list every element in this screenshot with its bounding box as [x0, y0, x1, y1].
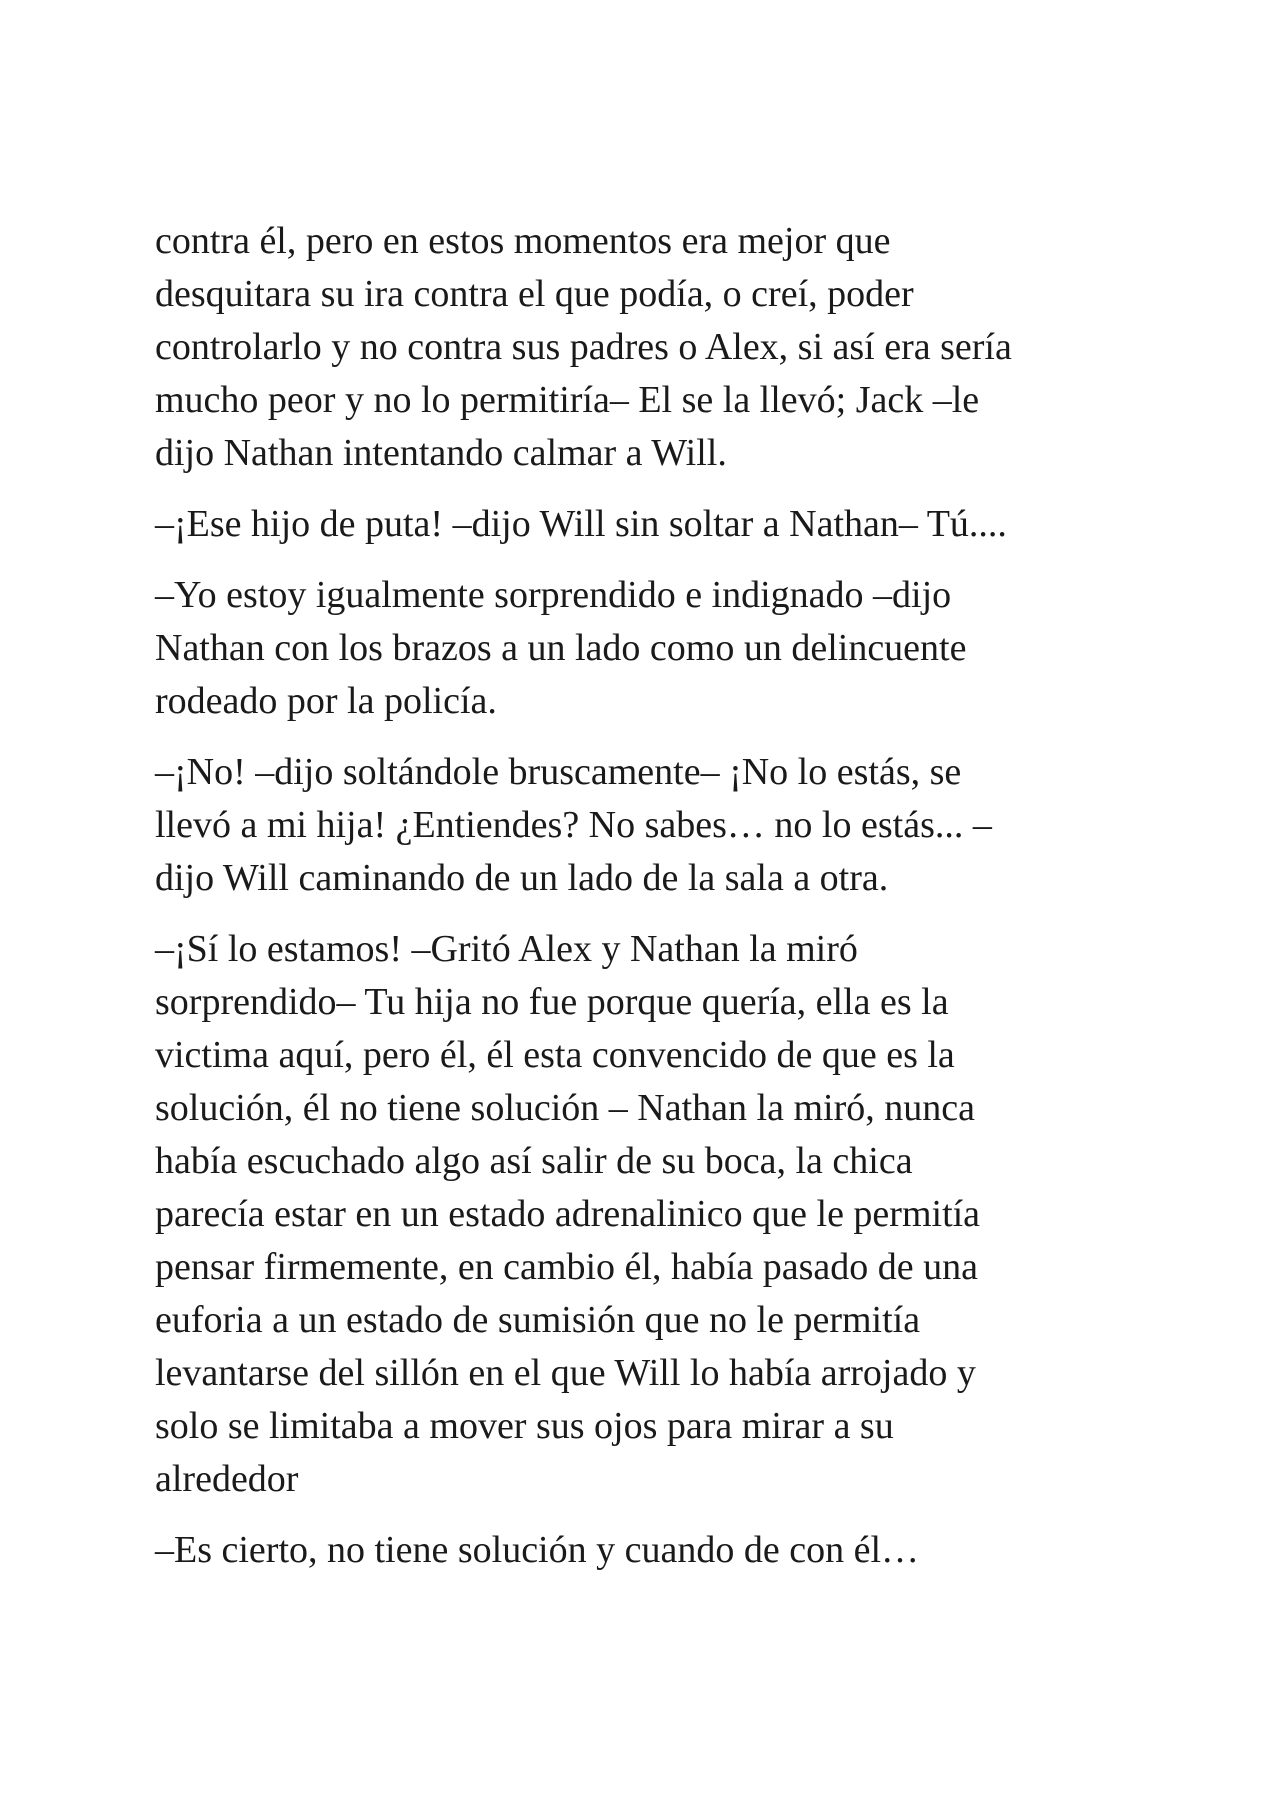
paragraph — [155, 498, 1145, 551]
text-line: controlarlo y no contra sus padres o Alex, si así era sería — [155, 326, 1012, 368]
text-line: parecía estar en un estado adrenalinico que le permitía — [155, 1193, 981, 1235]
story-text — [155, 215, 1145, 1595]
text-line: dijo Nathan intentando calmar a Will. — [155, 432, 727, 474]
text-line: alrededor — [155, 1458, 299, 1500]
text-line: desquitara su ira contra el que podía, o creí, poder — [155, 273, 914, 315]
paragraph — [155, 746, 1145, 905]
text-line: euforia a un estado de sumisión que no le permitía — [155, 1299, 921, 1341]
text-line: solo se limitaba a mover sus ojos para mirar a su — [155, 1405, 894, 1447]
text-line: llevó a mi hija! ¿Entiendes? No sabes… no lo estás... – — [155, 804, 992, 846]
text-line: contra él, pero en estos momentos era mejor que — [155, 220, 891, 262]
text-line: –Yo estoy igualmente sorprendido e indignado –dijo — [155, 574, 952, 616]
text-line: había escuchado algo así salir de su boca, la chica — [155, 1140, 913, 1182]
text-line: levantarse del sillón en el que Will lo había arrojado y — [155, 1352, 976, 1394]
text-line: Nathan con los brazos a un lado como un delincuente — [155, 627, 967, 669]
text-line: dijo Will caminando de un lado de la sala a otra. — [155, 857, 889, 899]
text-line: –Es cierto, no tiene solución y cuando de con él… — [155, 1529, 920, 1571]
paragraph — [155, 215, 1145, 480]
text-line: mucho peor y no lo permitiría– El se la llevó; Jack –le — [155, 379, 980, 421]
text-line: rodeado por la policía. — [155, 680, 497, 722]
paragraph — [155, 569, 1145, 728]
paragraph — [155, 923, 1145, 1506]
paragraph — [155, 1524, 1145, 1577]
text-line: –¡No! –dijo soltándole bruscamente– ¡No lo estás, se — [155, 751, 962, 793]
text-line: pensar firmemente, en cambio él, había pasado de una — [155, 1246, 978, 1288]
text-line: solución, él no tiene solución – Nathan la miró, nunca — [155, 1087, 975, 1129]
text-line: –¡Sí lo estamos! –Gritó Alex y Nathan la miró — [155, 928, 858, 970]
text-line: sorprendido– Tu hija no fue porque quería, ella es la — [155, 981, 949, 1023]
text-line: –¡Ese hijo de puta! –dijo Will sin soltar a Nathan– Tú.... — [155, 503, 1007, 545]
text-line: victima aquí, pero él, él esta convencido de que es la — [155, 1034, 955, 1076]
